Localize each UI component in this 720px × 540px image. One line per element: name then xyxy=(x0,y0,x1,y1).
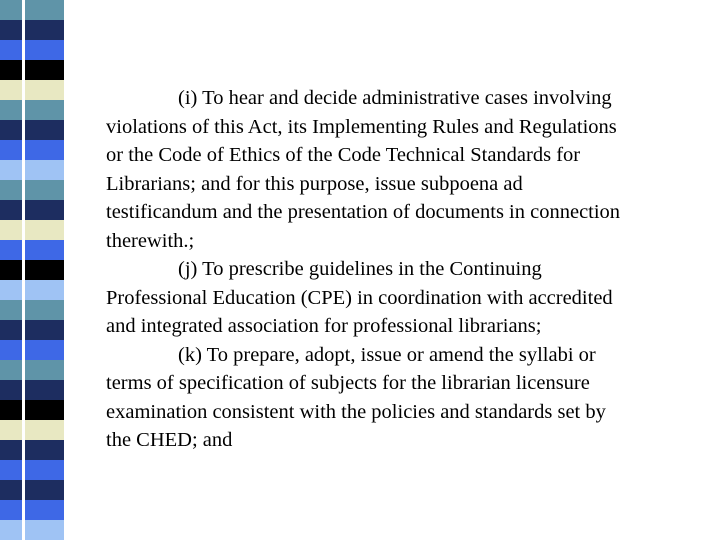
paragraph-i-line: Librarians; and for this purpose, issue subpoena ad xyxy=(106,172,523,195)
paragraph-j-line: and integrated association for professional librarians; xyxy=(106,315,542,337)
stripe-band xyxy=(0,360,64,380)
paragraph-i-line: violations of this Act, its Implementing Rules and Regulations xyxy=(106,115,617,138)
slide-body-text xyxy=(106,84,712,455)
stripe-band xyxy=(0,300,64,320)
stripe-band xyxy=(0,320,64,340)
stripe-band xyxy=(0,220,64,240)
paragraph-i-line: or the Code of Ethics of the Code Technical Standards for xyxy=(106,144,581,166)
stripe-band xyxy=(0,180,64,200)
stripe-band xyxy=(0,160,64,180)
paragraph-i-line: therewith.; xyxy=(106,229,195,252)
stripe-band xyxy=(0,480,64,500)
paragraph-k-line: examination consistent with the policies and standards set by xyxy=(106,400,606,423)
stripe-band xyxy=(0,280,64,300)
paragraph-j-line: (j) To prescribe guidelines in the Continuing xyxy=(178,258,542,280)
stripe-band xyxy=(0,260,64,280)
stripe-band xyxy=(0,500,64,520)
stripe-band xyxy=(0,20,64,40)
stripe-band xyxy=(0,340,64,360)
paragraph-i-line: (i) To hear and decide administrative cases involving xyxy=(178,87,612,109)
stripe-band xyxy=(0,60,64,80)
stripe-band xyxy=(0,120,64,140)
stripe-band xyxy=(0,400,64,420)
paragraph-k-line: (k) To prepare, adopt, issue or amend the syllabi or xyxy=(178,343,596,366)
stripe-band xyxy=(0,460,64,480)
paragraph-i-line: testificandum and the presentation of documents in connection xyxy=(106,201,621,223)
stripe-divider xyxy=(22,0,25,540)
paragraph-j-line: Professional Education (CPE) in coordination with accredited xyxy=(106,286,613,309)
stripe-band xyxy=(0,240,64,260)
stripe-band xyxy=(0,80,64,100)
stripe-band xyxy=(0,40,64,60)
stripe-band xyxy=(0,200,64,220)
stripe-band xyxy=(0,0,64,20)
stripe-band xyxy=(0,140,64,160)
paragraph-k-line: the CHED; and xyxy=(106,429,233,451)
stripe-band xyxy=(0,100,64,120)
stripe-band xyxy=(0,380,64,400)
stripe-band xyxy=(0,420,64,440)
decorative-side-stripe xyxy=(0,0,64,540)
paragraph-k-line: terms of specification of subjects for the librarian licensure xyxy=(106,372,590,394)
stripe-band xyxy=(0,520,64,540)
stripe-band xyxy=(0,440,64,460)
